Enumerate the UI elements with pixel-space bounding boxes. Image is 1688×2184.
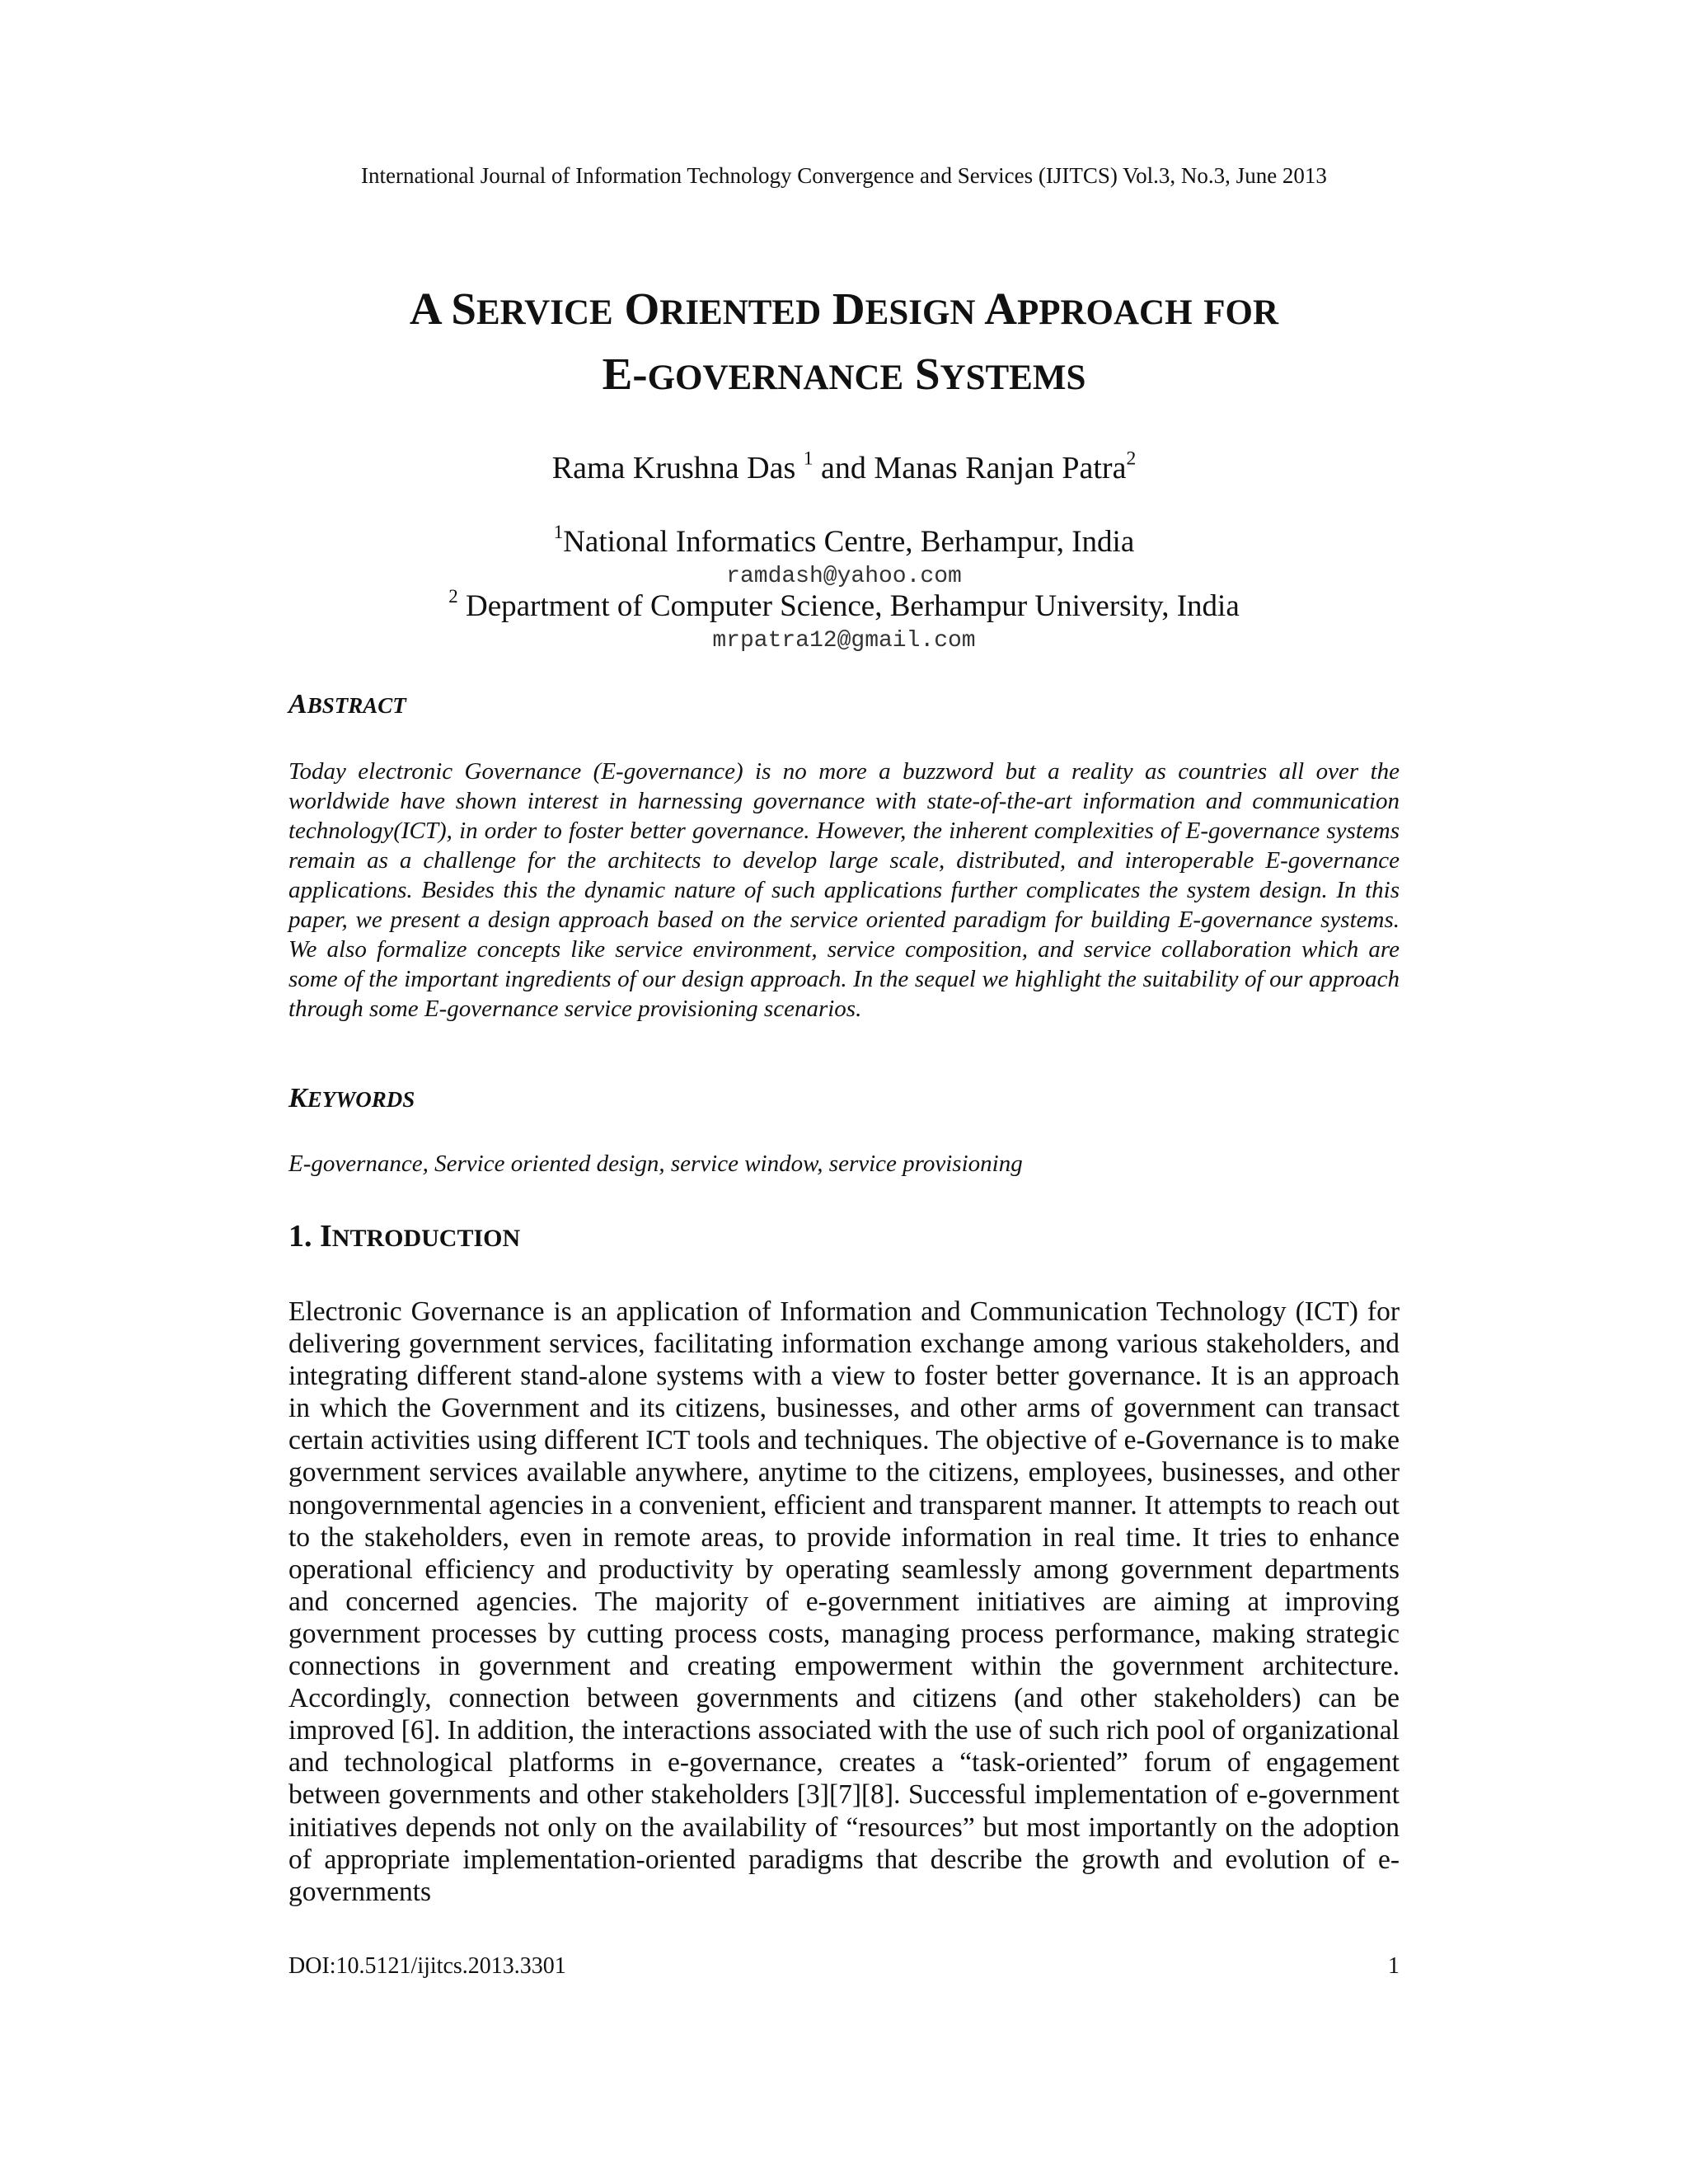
affiliation-1 [0, 521, 1688, 560]
title-word: D [821, 284, 865, 334]
affiliation-2 [0, 585, 1688, 624]
affiliation-1-email: ramdash@yahoo.com [726, 564, 962, 589]
title-word: A [975, 284, 1017, 334]
abstract-heading-rest: BSTRACT [307, 693, 406, 718]
title-line-1 [0, 279, 1688, 344]
affiliation-2-email: mrpatra12@gmail.com [712, 628, 976, 654]
running-header: International Journal of Information Technology Convergence and Services (IJITCS) Vol.3, No.3, June 2013 [361, 163, 1327, 188]
author-1-name: Rama Krushna Das [551, 451, 796, 485]
author-1-mark: 1 [803, 448, 814, 470]
introduction-text: Electronic Governance is an application of Information and Communication Technology (ICT) for delivering government services, facilitating information exchange among various stakeholders, and integrating different stand-alone systems with a view to foster better governance. It is an approach in which the Government and its citizens, businesses, and other arms of government can transact certain activities using different ICT tools and techniques. The objective of e-Governance is to make government services available anywhere, anytime to the citizens, employees, businesses, and other nongovernmental agencies in a convenient, efficient and transparent manner. It attempts to reach out to the stakeholders, even in remote areas, to provide information in real time. It tries to enhance operational efficiency and productivity by operating seamlessly among government departments and concerned agencies. The majority of e-government initiatives are aiming at improving government processes by cutting process costs, managing process performance, making strategic connections in government and creating empowerment within the government architecture. Accordingly, connection between governments and citizens (and other stakeholders) can be improved [6]. In addition, the interactions associated with the use of such rich pool of organizational and technological platforms in e-governance, creates a “task-oriented” forum of engagement between governments and other stakeholders [3][7][8]. Successful implementation of e-government initiatives depends not only on the availability of “resources” but most importantly on the adoption of appropriate implementation-oriented paradigms that describe the growth and evolution of e-governments [288, 1296, 1400, 1907]
title-word: A [409, 284, 440, 334]
title-word: GOVERNANCE [647, 359, 904, 397]
title-word: RIENTED [659, 293, 822, 332]
abstract-text: Today electronic Governance (E-governance) is no more a buzzword but a reality as countries all over the worldwide have shown interest in harnessing governance with state-of-the-art information and communication technology(ICT), in order to foster better governance. However, the inherent complexities of E-governance systems remain as a challenge for the architects to develop large scale, distributed, and interoperable E-governance applications. Besides this the dynamic nature of such applications further complicates the system design. In this paper, we present a design approach based on the service oriented paradigm for building E-governance systems. We also formalize concepts like service environment, service composition, and service collaboration which are some of the important ingredients of our design approach. In the sequel we highlight the suitability of our approach through some E-governance service provisioning scenarios. [288, 758, 1400, 1022]
title-word: S [903, 349, 940, 399]
abstract-heading [288, 689, 406, 720]
title-word: E- [602, 349, 648, 399]
author-line [0, 450, 1688, 486]
title-word: O [612, 284, 660, 334]
introduction-heading-initial: I [320, 1219, 332, 1254]
affiliation-1-mark: 1 [553, 521, 564, 542]
keywords-heading-rest: EYWORDS [307, 1087, 415, 1112]
title-word: FOR [1203, 293, 1279, 332]
title-word: PPROACH [1016, 293, 1193, 332]
paper-title [0, 279, 1688, 409]
abstract-heading-initial: A [288, 689, 307, 719]
keywords-text: E-governance, Service oriented design, service window, service provisioning [288, 1151, 1023, 1177]
introduction-heading [288, 1218, 520, 1254]
keywords-heading [288, 1083, 415, 1114]
title-word: ERVICE [476, 293, 613, 332]
page-number: 1 [1388, 1953, 1400, 1979]
affiliation-2-text: Department of Computer Science, Berhampur University, India [457, 589, 1240, 623]
affiliation-1-text: National Informatics Centre, Berhampur, India [563, 525, 1135, 559]
title-word: YSTEMS [940, 359, 1086, 397]
footer-doi: DOI:10.5121/ijitcs.2013.3301 [288, 1953, 566, 1979]
section-number: 1. [288, 1219, 312, 1254]
affiliation-2-mark: 2 [448, 585, 458, 607]
title-line-2 [0, 344, 1688, 409]
keywords-heading-initial: K [288, 1083, 307, 1113]
introduction-heading-rest: NTRODUCTION [331, 1225, 521, 1252]
title-word: S [439, 284, 476, 334]
title-word: ESIGN [865, 293, 976, 332]
author-joiner: and Manas Ranjan Patra [821, 451, 1127, 485]
title-word [1193, 284, 1204, 334]
author-2-mark: 2 [1126, 448, 1137, 470]
